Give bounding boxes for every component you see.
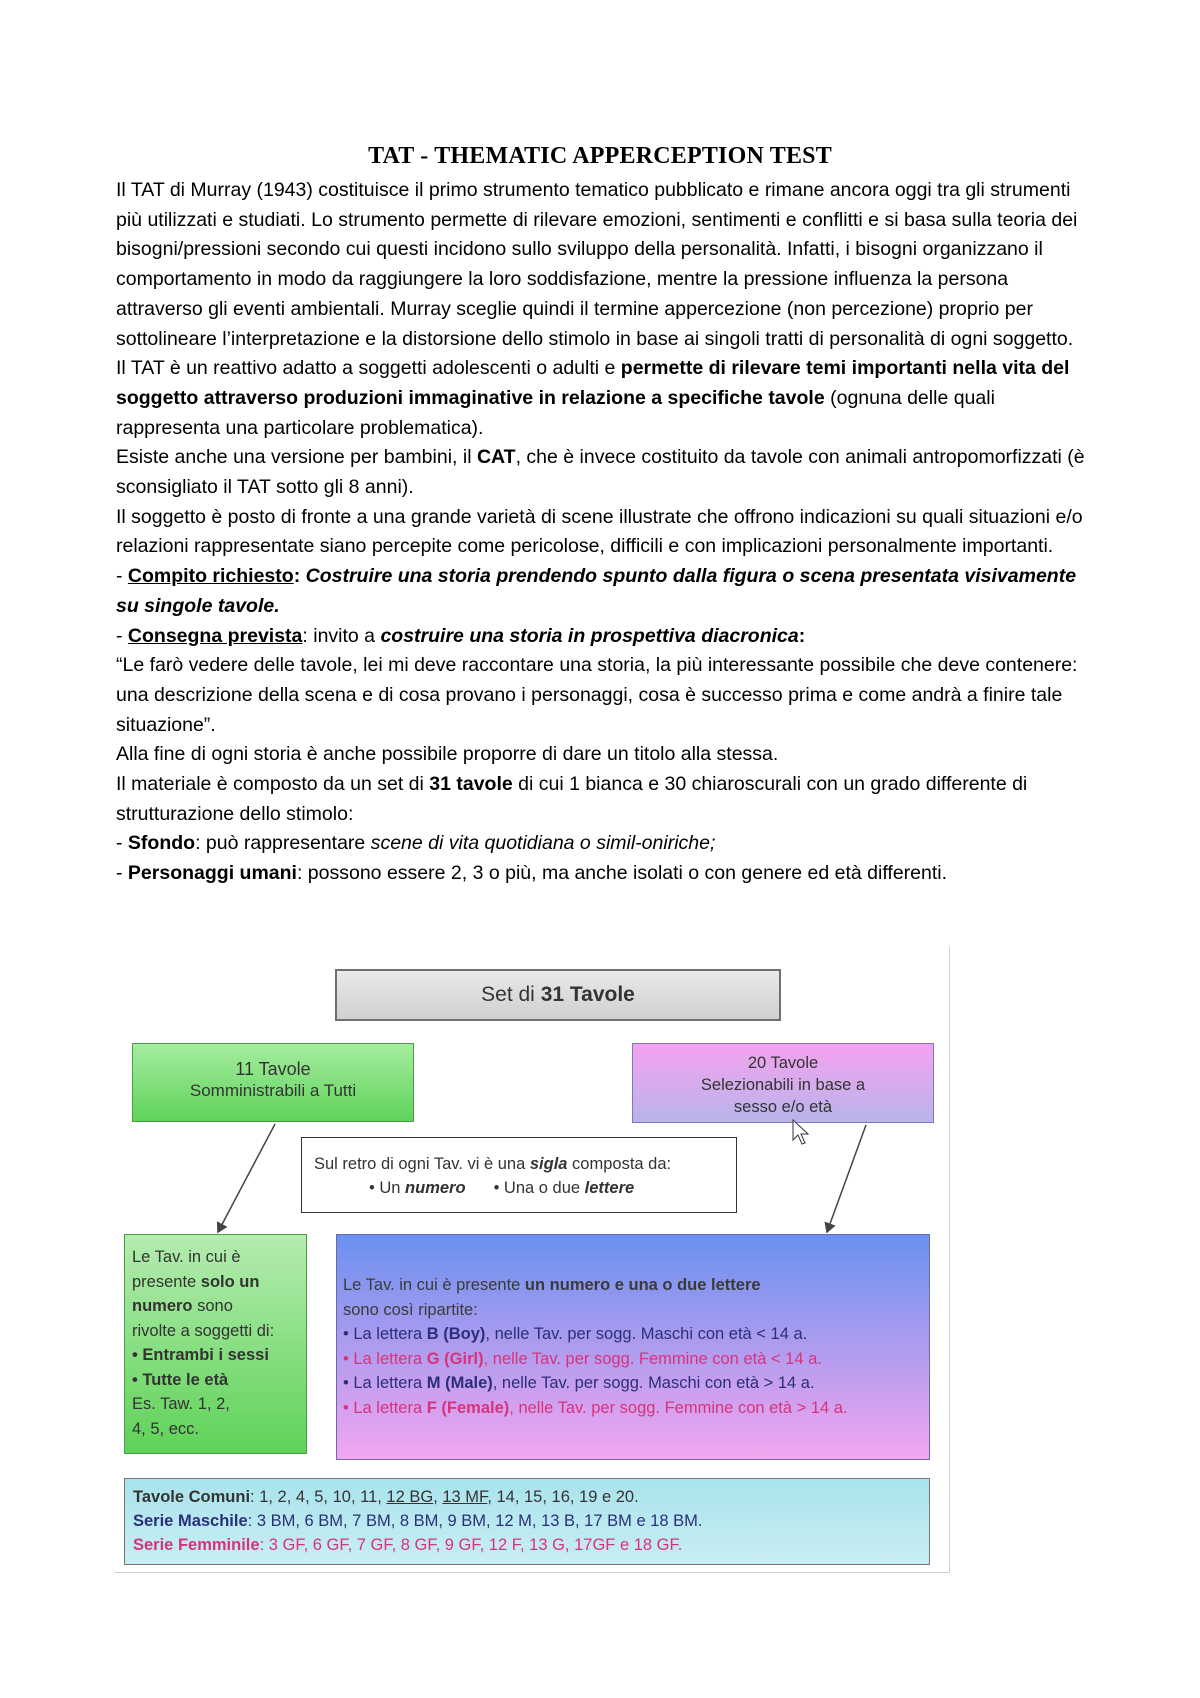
series-underlined: 12 BG (386, 1488, 434, 1506)
set-label: Set di (481, 983, 541, 1006)
colon: : (293, 565, 306, 588)
arrow-right (827, 1125, 866, 1232)
diagram-arrows (114, 947, 950, 1573)
paragraph-subject (116, 503, 1096, 562)
box-bullet: • Entrambi i sessi (132, 1346, 269, 1364)
text: Esiste anche una versione per bambini, il (116, 446, 477, 469)
italic-text: Costruire una storia prendendo spunto dalla figura o scena presentata visivamente su singole tavole. (116, 565, 1077, 617)
box-bold: numero (132, 1297, 193, 1315)
note-bold-italic: sigla (529, 1155, 568, 1173)
italic-text: costruire una storia in prospettiva diacronica (380, 624, 799, 647)
text: Il TAT di Murray (1943) costituisce il primo strumento tematico pubblicato e rimane ancora oggi tra gli strumenti più utilizzati e studiati. Lo strumento permette di rilevare emozioni, sentimenti e conflitti e si basa sulla teoria dei bisogni/pressioni secondo cui questi incidono sullo sviluppo della personalità. Infatti, i bisogni organizzano il comportamento in modo da raggiungere la loro soddisfazione, mentre la pressione influenza la persona attraverso gli eventi ambientali. Murray sceglie quindi il termine appercezione (non percezione) proprio per sottolineare l’interpretazione e la distorsione dello stimolo in base ai singoli tratti di personalità di ogni soggetto. (116, 179, 1078, 350)
rule-text: • La lettera (343, 1374, 427, 1392)
series-text: : 3 BM, 6 BM, 7 BM, 8 BM, 9 BM, 12 M, 13 B, 17 BM e 18 BM. (247, 1512, 703, 1530)
paragraph-sfondo (116, 829, 1096, 859)
rule-bold: F (Female) (426, 1398, 510, 1417)
box-bold: solo un (200, 1272, 260, 1291)
bullet-bold-italic: lettere (584, 1179, 635, 1197)
box-heading: 11 Tavole (235, 1059, 311, 1079)
series-text: , (433, 1488, 443, 1506)
rule-text: , nelle Tav. per sogg. Femmine con età > 14 a. (509, 1398, 848, 1417)
series-text: : 3 GF, 6 GF, 7 GF, 8 GF, 9 GF, 12 F, 13 G, 17GF e 18 GF. (259, 1536, 683, 1554)
rule-text: • La lettera (343, 1349, 427, 1368)
text: di cui 1 bianca e 30 chiaroscurali con un grado differente di strutturazione dello stimolo: (116, 773, 1028, 825)
series-label: Tavole Comuni (133, 1488, 251, 1506)
bold-text: CAT (476, 446, 516, 469)
rule-bold: G (Girl) (426, 1349, 484, 1368)
tat-diagram (114, 947, 952, 1573)
bullet-text: • Una o due (493, 1179, 585, 1197)
rule-text: , nelle Tav. per sogg. Maschi con età > 14 a. (492, 1374, 815, 1392)
note-text: composta da: (567, 1155, 672, 1173)
series-label: Serie Femminile (133, 1536, 260, 1554)
box-text: rivolte a soggetti di: (132, 1321, 275, 1340)
box-text: sono (192, 1297, 233, 1315)
box-subheading: Somministrabili a Tutti (189, 1081, 357, 1100)
label: Compito richiesto (127, 565, 294, 588)
bold-text: Sfondo (127, 832, 196, 855)
paragraph-compito (116, 562, 1096, 621)
page-title: TAT - THEMATIC APPERCEPTION TEST (368, 143, 832, 169)
text: Il soggetto è posto di fronte a una grande varietà di scene illustrate che offrono indicazioni su quali situazioni e/o relazioni rappresentate siano percepite come pericolose, difficili e con implicazioni personalmente importanti. (116, 505, 1083, 558)
text: , che è invece costituito da tavole con animali antropomorfizzati (è sconsigliato il TAT sotto gli 8 anni). (116, 446, 1085, 499)
paragraph-personaggi (116, 859, 1096, 889)
box-text: Le Tav. in cui è (132, 1248, 241, 1266)
colon: : (798, 624, 806, 647)
box-text: Es. Taw. 1, 2, (132, 1395, 230, 1413)
series-underlined: 13 MF (442, 1488, 488, 1506)
box-subheading: sesso e/o età (733, 1098, 833, 1116)
bold-text: 31 tavole (429, 773, 513, 796)
box-text: 4, 5, ecc. (132, 1419, 199, 1438)
paragraph-title-story (116, 740, 1096, 770)
text: (ognuna delle quali rappresenta una particolare problematica). (116, 386, 995, 439)
box-heading: 20 Tavole (747, 1054, 819, 1072)
text: : possono essere 2, 3 o più, ma anche isolati o con genere ed età differenti. (296, 862, 948, 885)
series-text: , 14, 15, 16, 19 e 20. (487, 1488, 639, 1506)
rule-bold: M (Male) (426, 1374, 493, 1392)
dash: - (116, 862, 128, 885)
cursor-icon (793, 1120, 808, 1144)
body-text (116, 176, 1096, 889)
paragraph-intro (116, 176, 1096, 354)
text: Alla fine di ogni storia è anche possibile proporre di dare un titolo alla stessa. (116, 743, 779, 766)
bold-text: permette di rilevare temi importanti nella vita del soggetto attraverso produzioni immaginative in relazione a specifiche tavole (116, 357, 1070, 409)
text: Il materiale è composto da un set di (116, 773, 430, 796)
dash: - (116, 624, 128, 647)
box-text: sono così ripartite: (343, 1300, 478, 1319)
bullet-text: • Un (369, 1179, 406, 1197)
paragraph-consegna (116, 622, 1096, 652)
rule-text: , nelle Tav. per sogg. Maschi con età < 14 a. (485, 1325, 808, 1343)
paragraph-quote (116, 651, 1096, 740)
series-label: Serie Maschile (133, 1512, 248, 1530)
bullet-bold-italic: numero (405, 1179, 466, 1197)
box-bullet: • Tutte le età (132, 1370, 229, 1389)
box-subheading: Selezionabili in base a (700, 1076, 866, 1094)
box-bold: un numero e una o due lettere (524, 1276, 761, 1294)
label: Consegna prevista (127, 624, 303, 647)
set-count: 31 Tavole (540, 983, 635, 1006)
text: : invito a (302, 624, 381, 647)
rule-text: • La lettera (343, 1325, 427, 1343)
text: “Le farò vedere delle tavole, lei mi deve raccontare una storia, la più interessante possibile che deve contenere: una descrizione della scena e di cosa provano i personaggi, cosa è successo prima e come andrà a finire tale situazione”. (116, 654, 1078, 736)
bold-text: Personaggi umani (127, 862, 297, 885)
paragraph-cat (116, 443, 1096, 502)
dash: - (116, 832, 128, 855)
arrow-left (218, 1124, 275, 1232)
box-text: presente (132, 1272, 201, 1291)
rule-bold: B (Boy) (426, 1325, 486, 1343)
series-text: : 1, 2, 4, 5, 10, 11, (250, 1488, 387, 1506)
dash: - (116, 565, 128, 588)
text: Il TAT è un reattivo adatto a soggetti adolescenti o adulti e (116, 357, 621, 380)
box-text: Le Tav. in cui è presente (343, 1276, 525, 1294)
paragraph-material (116, 770, 1096, 829)
note-text: Sul retro di ogni Tav. vi è una (314, 1155, 530, 1173)
text: : può rappresentare (195, 832, 371, 855)
rule-text: • La lettera (343, 1398, 427, 1417)
paragraph-tat-use (116, 354, 1096, 443)
italic-text: scene di vita quotidiana o simil-oniriche; (370, 832, 716, 855)
rule-text: , nelle Tav. per sogg. Femmine con età < 14 a. (483, 1349, 822, 1368)
